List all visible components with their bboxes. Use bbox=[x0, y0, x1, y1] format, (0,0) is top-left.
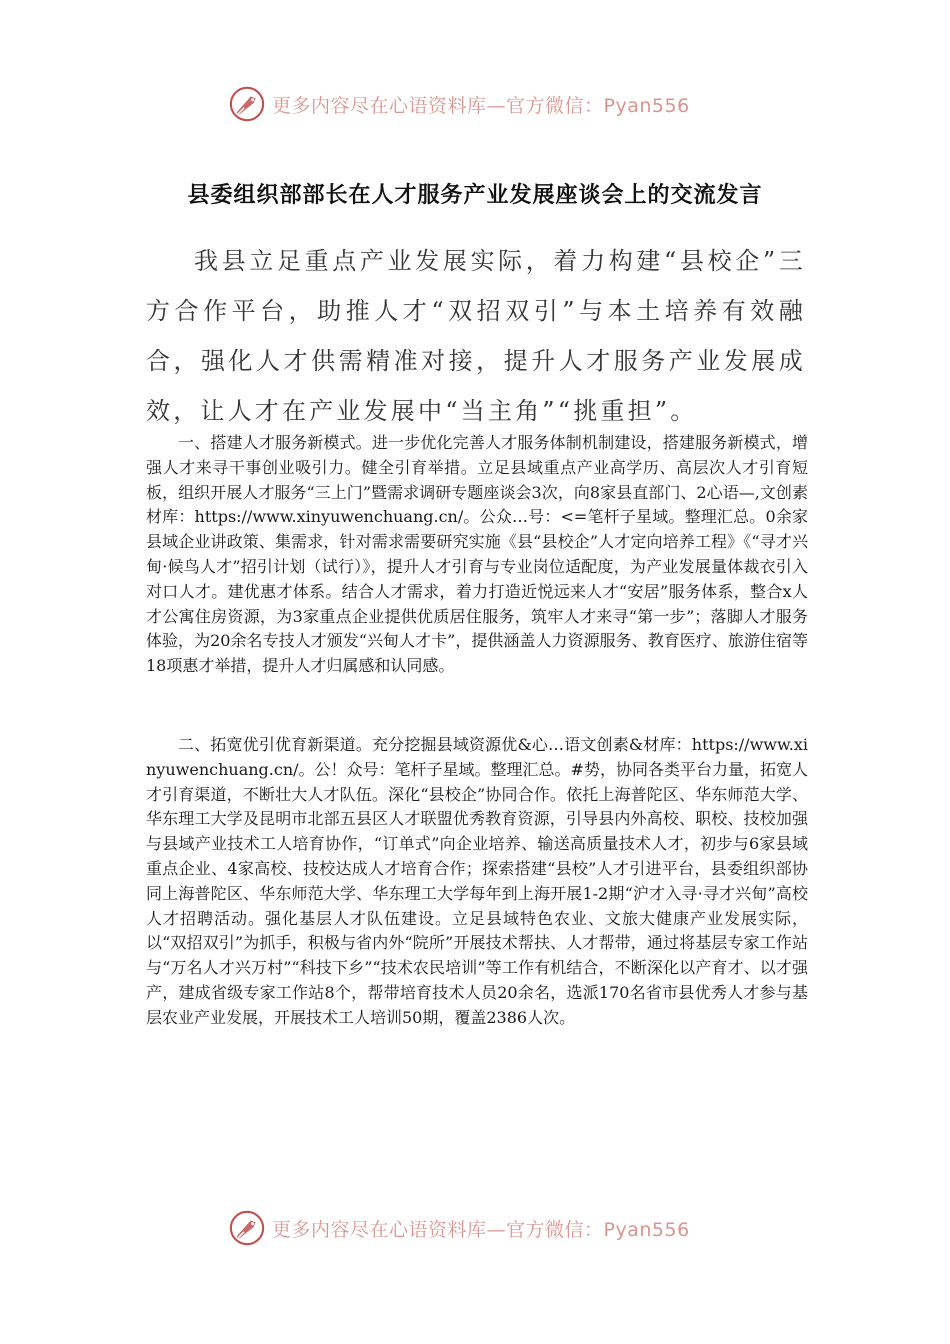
watermark-text: 更多内容尽在心语资料库—官方微信：Pyan556 bbox=[272, 94, 690, 117]
document-title: 县委组织部部长在人才服务产业发展座谈会上的交流发言 bbox=[187, 182, 763, 208]
pen-nib-logo-icon bbox=[228, 85, 266, 123]
wechat-id: Pyan556 bbox=[603, 94, 690, 117]
body-paragraph-1: 一、搭建人才服务新模式。进一步优化完善人才服务体制机制建设，搭建服务新模式，增强人才来寻干事创业吸引力。健全引育举措。立足县域重点产业高学历、高层次人才引育短板，组织开展人才服务“三上门”暨需求调研专题座谈会3次，向8家县直部门、2心语—,文创素材库：https://www.xinyuwenchuang.cn/。公众…号：<=笔杆子星域。整理汇总。0余家县域企业讲政策、集需求，针对需求需要研究实施《县“县校企”人才定向培养工程》《“寻才兴甸·候鸟人才”招引计划（试行）》，提升人才引育与专业岗位适配度，为产业发展量体裁衣引入对口人才。建优惠才体系。结合人才需求，着力打造近悦远来人才“安居”服务体系，整合x人才公寓住房资源，为3家重点企业提供优质居住服务，筑牢人才来寻“第一步”；落脚人才服务体验，为20余名专技人才颁发“兴甸人才卡”，提供涵盖人力资源服务、教育医疗、旅游住宿等18项惠才举措，提升人才归属感和认同感。 bbox=[146, 433, 808, 676]
wechat-id: Pyan556 bbox=[603, 1218, 690, 1241]
body-paragraph-2: 二、拓宽优引优育新渠道。充分挖掘县域资源优&心…语文创素&材库：https://www.xinyuwenchuang.cn/。公！众号：笔杆子星域。整理汇总。#势，协同各类平台力量，拓宽人才引育渠道，不断壮大人才队伍。深化“县校企”协同合作。依托上海普陀区、华东师范大学、华东理工大学及昆明市北部五县区人才联盟优秀教育资源，引导县内外高校、职校、技校加强与县域产业技术工人培育协作，“订单式”向企业培养、输送高质量技术人才，初步与6家县域重点企业、4家高校、技校达成人才培育合作；探索搭建“县校”人才引进平台，县委组织部协同上海普陀区、华东师范大学、华东理工大学每年到上海开展1-2期“沪才入寻·寻才兴甸”高校人才招聘活动。强化基层人才队伍建设。立足县域特色农业、文旅大健康产业发展实际，以“双招双引”为抓手，积极与省内外“院所”开展技术帮扶、人才帮带，通过将基层专家工作站与“万名人才兴万村”“科技下乡”“技术农民培训”等工作有机结合，不断深化以产育才、以才强产，建成省级专家工作站8个，帮带培育技术人员20余名，选派170名省市县优秀人才参与基层农业产业发展，开展技术工人培训50期，覆盖2386人次。 bbox=[146, 735, 808, 1027]
watermark-banner-top bbox=[228, 84, 748, 124]
watermark-text: 更多内容尽在心语资料库—官方微信：Pyan556 bbox=[272, 1218, 690, 1241]
lead-paragraph: 我县立足重点产业发展实际，着力构建“县校企”三方合作平台，助推人才“双招双引”与本土培养有效融合，强化人才供需精准对接，提升人才服务产业发展成效，让人才在产业发展中“当主角”“挑重担”。 bbox=[146, 247, 806, 425]
watermark-banner-bottom bbox=[228, 1208, 748, 1248]
pen-nib-logo-icon bbox=[228, 1209, 266, 1247]
